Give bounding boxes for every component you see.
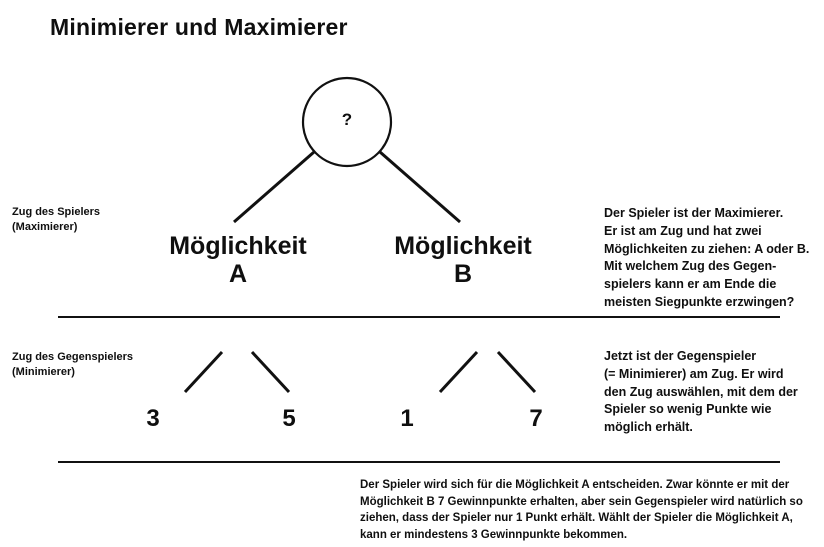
note-minimizer: Jetzt ist der Gegenspieler (= Minimierer) am Zug. Er wird den Zug auswählen, mit dem der Spieler so wenig Punkte wie möglich erhält.: [604, 349, 798, 434]
leaf-value-3: 1: [400, 405, 414, 432]
row-label-minimizer: Zug des Gegenspielers (Minimierer): [12, 351, 134, 378]
edge-a-left: [185, 352, 222, 392]
note-maximizer: Der Spieler ist der Maximierer. Er ist am Zug und hat zwei Möglichkeiten zu ziehen: A oder B. Mit welchem Zug des Gegen- spielers kann er am Ende die meisten Siegpunkte erzwingen?: [604, 206, 810, 309]
edge-b-right: [498, 352, 535, 392]
edge-root-to-a: [234, 152, 314, 222]
row-label-maximizer: Zug des Spielers (Maximierer): [12, 206, 101, 233]
option-a-line2: A: [228, 260, 248, 288]
option-a-line1: Möglichkeit: [169, 232, 307, 260]
option-a-node: [153, 232, 323, 288]
edge-a-right: [252, 352, 289, 392]
option-b-node: [378, 232, 548, 288]
leaf-value-1: 3: [146, 405, 160, 432]
root-node-label: ?: [341, 110, 353, 129]
edge-b-left: [440, 352, 477, 392]
leaf-value-4: 7: [529, 405, 543, 432]
option-b-line1: Möglichkeit: [394, 232, 532, 260]
note-conclusion: Der Spieler wird sich für die Möglichkeit A entscheiden. Zwar könnte er mit der Möglichkeit B 7 Gewinnpunkte erhalten, aber sein Gegenspieler wird natürlich so ziehen, dass der Spieler nur 1 Punkt erhält. Wählt der Spieler die Möglichkeit A, kann er mindestens 3 Gewinnpunkte bekommen.: [360, 479, 803, 542]
edge-root-to-b: [380, 152, 460, 222]
leaf-value-2: 5: [282, 405, 296, 432]
option-b-line2: B: [453, 260, 473, 288]
page-title: Minimierer und Maximierer: [50, 14, 348, 40]
